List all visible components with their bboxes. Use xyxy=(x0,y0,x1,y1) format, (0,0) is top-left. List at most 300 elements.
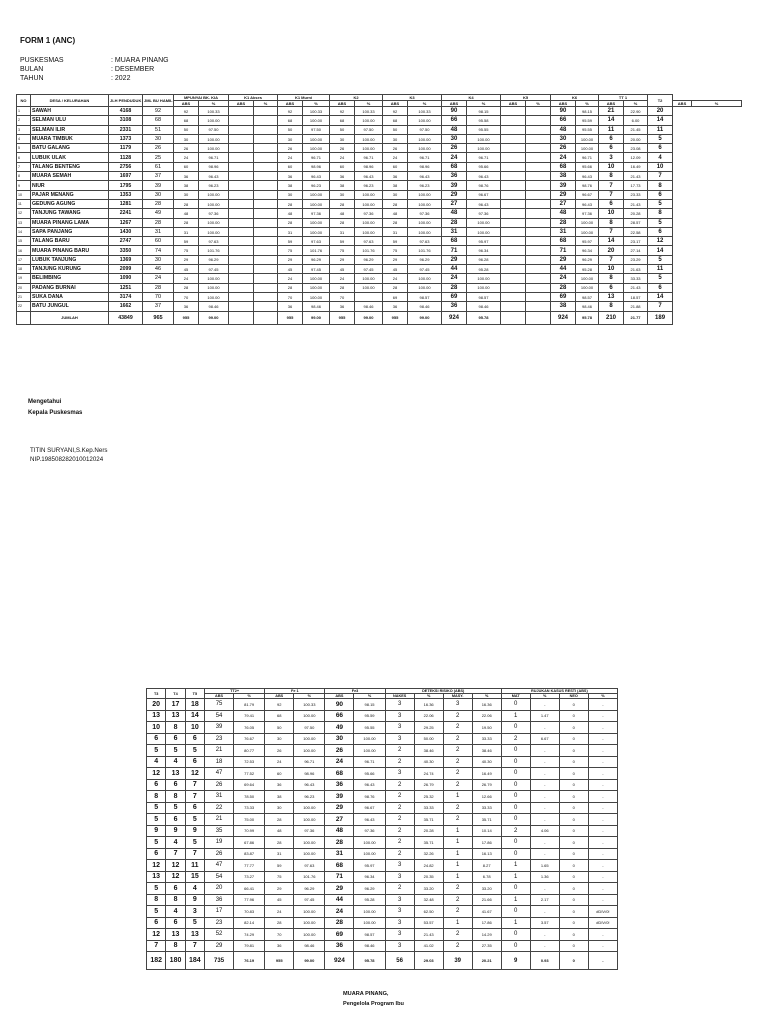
col-tt2: TT2+ xyxy=(205,689,265,694)
col-fe1: Fe 1 xyxy=(265,689,325,694)
table-cell: 27.35 xyxy=(472,940,501,952)
village-name: SELMAN ULU xyxy=(31,116,109,125)
t2-cell: 10 xyxy=(648,162,673,171)
table-cell: 43849 xyxy=(109,311,143,324)
village-name: TALANG BARU xyxy=(31,237,109,246)
table-cell: 12.09 xyxy=(624,153,648,162)
table-cell xyxy=(526,283,551,292)
table-cell: 96.71 xyxy=(294,756,325,768)
table-cell: 0 xyxy=(501,779,530,791)
population-cell: 3108 xyxy=(109,116,143,125)
col-abs: ABS xyxy=(205,694,234,699)
table-cell: 1 xyxy=(443,825,472,837)
table-cell: 90 xyxy=(442,107,467,116)
table-cell: 0 xyxy=(501,745,530,757)
table-cell: 6 xyxy=(599,134,624,143)
village-name: MUARA PINANG LAMA xyxy=(31,218,109,227)
table-cell: 99.00 xyxy=(408,311,442,324)
table-cell: 100.00 xyxy=(408,134,442,143)
table-cell: 30 xyxy=(278,190,303,199)
table-cell: - xyxy=(530,756,559,768)
table-cell: 96.71 xyxy=(467,153,501,162)
table-cell: - xyxy=(588,825,617,837)
table-cell: 100.00 xyxy=(199,227,229,236)
table-cell: 95.59 xyxy=(354,710,385,722)
t2-cell: 14 xyxy=(648,246,673,255)
table-cell: 21 xyxy=(205,745,234,757)
table-cell xyxy=(254,125,278,134)
table-cell: 70.83 xyxy=(234,906,265,918)
table-cell: 6 xyxy=(599,283,624,292)
table-cell: 12 xyxy=(147,860,166,872)
table-cell: 0 xyxy=(559,837,588,849)
table-cell: 26 xyxy=(383,144,408,153)
table-cell: 71 xyxy=(551,246,576,255)
table-cell: 100.00 xyxy=(408,274,442,283)
table-cell: 68 xyxy=(551,237,576,246)
table-cell: 100.00 xyxy=(303,134,330,143)
table-cell: 9 xyxy=(501,952,530,970)
table-cell: 21.43 xyxy=(624,283,648,292)
table-cell: 45 xyxy=(174,265,199,274)
signature-block-program xyxy=(343,989,404,1009)
t2-cell: 5 xyxy=(648,134,673,143)
info-key: BULAN xyxy=(20,66,44,73)
table-cell: 3 xyxy=(385,940,414,952)
table-row xyxy=(147,768,618,780)
table-cell: 97.63 xyxy=(408,237,442,246)
table-cell: - xyxy=(530,722,559,734)
table-cell: 95.55 xyxy=(467,125,501,134)
table-cell: 6 xyxy=(185,802,204,814)
table-cell: 100.00 xyxy=(408,283,442,292)
table-cell: 1 xyxy=(501,917,530,929)
table-row xyxy=(17,107,742,116)
table-cell: 35 xyxy=(205,825,234,837)
col-abs: ABS xyxy=(501,101,526,107)
table-cell: 30 xyxy=(265,733,294,745)
col-abs: ABS xyxy=(383,101,408,107)
col-t4: T4 xyxy=(166,689,185,699)
table-cell: 30 xyxy=(325,733,354,745)
table-cell: 54 xyxy=(205,710,234,722)
table-cell: 97.36 xyxy=(303,209,330,218)
table-cell: 22.58 xyxy=(624,227,648,236)
table-cell: 36 xyxy=(278,172,303,181)
table-cell: 5 xyxy=(185,745,204,757)
table-cell: 92 xyxy=(278,107,303,116)
t2-cell: 6 xyxy=(648,144,673,153)
table-cell: 26 xyxy=(325,745,354,757)
table-cell: 98.46 xyxy=(294,940,325,952)
table-cell: 28 xyxy=(383,283,408,292)
table-cell xyxy=(501,209,526,218)
table-cell xyxy=(254,283,278,292)
pregnant-count-cell: 26 xyxy=(143,144,174,153)
table-cell: 44 xyxy=(442,265,467,274)
table-cell: 97.45 xyxy=(294,894,325,906)
sig-line1: Mengetahui xyxy=(28,399,62,405)
table-cell: 74.29 xyxy=(234,929,265,941)
header-info xyxy=(20,56,169,83)
table-cell: 68 xyxy=(265,710,294,722)
table-cell: 3 xyxy=(185,906,204,918)
population-cell: 3174 xyxy=(109,292,143,301)
table-cell: 75.00 xyxy=(234,814,265,826)
table-cell: 955 xyxy=(265,952,294,970)
table-cell xyxy=(526,255,551,264)
table-cell: 41.67 xyxy=(472,906,501,918)
table-row xyxy=(147,848,618,860)
table-cell xyxy=(526,292,551,301)
table-cell: - xyxy=(530,791,559,803)
table-cell xyxy=(229,162,254,171)
table-cell xyxy=(229,190,254,199)
col-no: NO xyxy=(17,95,31,107)
table-cell: 2 xyxy=(443,768,472,780)
anc-table-2 xyxy=(146,688,618,970)
table-row xyxy=(147,733,618,745)
table-cell: 0 xyxy=(501,814,530,826)
table-cell: 98.46 xyxy=(199,302,229,311)
table-cell xyxy=(501,190,526,199)
population-cell: 2331 xyxy=(109,125,143,134)
table-cell: 17 xyxy=(166,699,185,711)
table-cell: 21.45 xyxy=(624,125,648,134)
table-cell: 29 xyxy=(551,190,576,199)
table-cell: 70.99 xyxy=(234,825,265,837)
row-number: 17 xyxy=(17,255,31,264)
col-pct: % xyxy=(294,694,325,699)
row-number: 22 xyxy=(17,302,31,311)
table-cell: 24 xyxy=(278,274,303,283)
table-cell: 50 xyxy=(174,125,199,134)
table-cell: 66 xyxy=(551,116,576,125)
table-cell: 44 xyxy=(551,265,576,274)
table-cell: 100.33 xyxy=(303,107,330,116)
table-cell: 68 xyxy=(442,162,467,171)
table-cell xyxy=(526,227,551,236)
row-number: 6 xyxy=(17,153,31,162)
table-cell: 100.00 xyxy=(199,199,229,208)
table-cell: - xyxy=(588,837,617,849)
table-cell: 100.00 xyxy=(408,144,442,153)
table-cell: 27 xyxy=(551,199,576,208)
table-cell: 6 xyxy=(166,917,185,929)
table-cell: 69 xyxy=(442,292,467,301)
table-cell: 96.34 xyxy=(576,246,599,255)
table-cell: 97.36 xyxy=(408,209,442,218)
table-row xyxy=(17,302,742,311)
table-cell: 96.71 xyxy=(354,756,385,768)
table-cell: 99.00 xyxy=(294,952,325,970)
table-cell: 32.26 xyxy=(414,848,443,860)
table-cell xyxy=(501,227,526,236)
t2-cell: 7 xyxy=(648,302,673,311)
table-cell: 5 xyxy=(166,745,185,757)
table-row xyxy=(17,116,742,125)
table-cell: 100.00 xyxy=(355,274,383,283)
table-cell: 100.00 xyxy=(355,227,383,236)
table-cell: #DIV/0! xyxy=(588,917,617,929)
table-cell: 99.00 xyxy=(199,311,229,324)
table-cell: - xyxy=(530,699,559,711)
table-cell: 62.50 xyxy=(414,906,443,918)
pregnant-count-cell: 92 xyxy=(143,107,174,116)
table-cell: - xyxy=(588,710,617,722)
village-name: SAWAH xyxy=(31,107,109,116)
table-cell: 0 xyxy=(559,699,588,711)
table-cell: 59 xyxy=(265,860,294,872)
table-cell: 36 xyxy=(383,302,408,311)
table-cell: 30 xyxy=(174,134,199,143)
table-cell: 2 xyxy=(385,883,414,895)
village-name: BATU JUNGUL xyxy=(31,302,109,311)
table-cell: 97.50 xyxy=(199,125,229,134)
table-cell: 7 xyxy=(599,190,624,199)
table-cell xyxy=(501,265,526,274)
table-cell: 100.00 xyxy=(303,116,330,125)
table-cell: 100.00 xyxy=(408,190,442,199)
table-cell: 17.86 xyxy=(472,837,501,849)
table-cell: 100.00 xyxy=(303,144,330,153)
table-cell xyxy=(526,246,551,255)
table-cell: 29.25 xyxy=(414,722,443,734)
table-cell xyxy=(229,125,254,134)
table-cell: 100.00 xyxy=(576,134,599,143)
table-cell: 955 xyxy=(278,311,303,324)
table-cell: 100.33 xyxy=(355,107,383,116)
table-cell: 100.00 xyxy=(303,199,330,208)
info-value: : DESEMBER xyxy=(111,66,155,73)
table-cell: 54 xyxy=(205,871,234,883)
table-cell: 47 xyxy=(205,860,234,872)
table-cell xyxy=(501,116,526,125)
table-cell: 26.79 xyxy=(414,779,443,791)
table-cell: 70 xyxy=(174,292,199,301)
table-cell: 95.97 xyxy=(354,860,385,872)
pregnant-count-cell: 51 xyxy=(143,125,174,134)
village-name: BATU GALANG xyxy=(31,144,109,153)
t2-cell: 5 xyxy=(648,218,673,227)
table-cell: 31 xyxy=(442,227,467,236)
table-cell: 20.35 xyxy=(414,871,443,883)
col-pct: % xyxy=(414,694,443,699)
table-cell xyxy=(526,199,551,208)
form-title: FORM 1 (ANC) xyxy=(20,36,76,45)
table-cell: 8 xyxy=(166,894,185,906)
table-cell: 69 xyxy=(325,929,354,941)
table-cell: 5 xyxy=(185,814,204,826)
table-cell: 6 xyxy=(166,883,185,895)
table-cell xyxy=(229,153,254,162)
table-cell: - xyxy=(530,814,559,826)
table-cell: 96.43 xyxy=(199,172,229,181)
table-cell: 95.97 xyxy=(576,237,599,246)
table-cell: 6 xyxy=(166,779,185,791)
table-cell xyxy=(526,218,551,227)
table-cell: - xyxy=(530,940,559,952)
table-cell: 96.71 xyxy=(355,153,383,162)
col-k5: K5 xyxy=(501,95,551,101)
table-cell xyxy=(254,107,278,116)
table-cell: 100.00 xyxy=(354,906,385,918)
table-cell: 97.63 xyxy=(355,237,383,246)
table-cell: 2 xyxy=(443,745,472,757)
table-row xyxy=(147,860,618,872)
table-cell xyxy=(254,265,278,274)
col-k6: K6 xyxy=(551,95,599,101)
table-cell: 5 xyxy=(185,917,204,929)
table-cell: 0 xyxy=(501,929,530,941)
table-cell: - xyxy=(588,848,617,860)
table-cell: 29 xyxy=(325,883,354,895)
table-cell: 13 xyxy=(166,929,185,941)
col-rujukan: RUJUKAN KASUS RESTI (ABS) xyxy=(501,689,617,694)
table-cell: 21.77 xyxy=(624,311,648,324)
table-cell: 24 xyxy=(551,274,576,283)
table-cell: 11 xyxy=(185,860,204,872)
table-cell: 36 xyxy=(205,894,234,906)
table-cell: 96.67 xyxy=(354,802,385,814)
table-cell: 924 xyxy=(325,952,354,970)
table-cell: 22.06 xyxy=(414,710,443,722)
table-cell xyxy=(501,107,526,116)
table-cell: 47 xyxy=(205,768,234,780)
table-cell: 95.28 xyxy=(467,265,501,274)
population-cell: 1662 xyxy=(109,302,143,311)
table-cell: 97.45 xyxy=(355,265,383,274)
col-penduduk: JLH PENDUDUK xyxy=(109,95,143,107)
row-number: 14 xyxy=(17,227,31,236)
table-cell: 95.28 xyxy=(354,894,385,906)
table-cell: 45 xyxy=(265,894,294,906)
row-number: 10 xyxy=(17,190,31,199)
table-cell: 69 xyxy=(551,292,576,301)
total-label: JUMLAH xyxy=(31,311,109,324)
table-cell: 67.86 xyxy=(234,837,265,849)
table-cell: 29 xyxy=(174,255,199,264)
table-cell: 77.52 xyxy=(234,768,265,780)
table-cell: 3 xyxy=(385,699,414,711)
table-cell: #DIV/0! xyxy=(588,906,617,918)
table-cell: 0 xyxy=(559,745,588,757)
sig-role: Pengelola Program Ibu xyxy=(343,1001,404,1007)
table-cell: 15 xyxy=(185,871,204,883)
table-cell: 28 xyxy=(330,218,355,227)
table-cell: 21.43 xyxy=(624,199,648,208)
table-cell: 955 xyxy=(383,311,408,324)
table-cell: 2 xyxy=(385,848,414,860)
col-fe3: Fe3 xyxy=(325,689,385,694)
table-cell: 0 xyxy=(501,906,530,918)
table-row xyxy=(17,283,742,292)
table-cell xyxy=(229,227,254,236)
table-cell: 92 xyxy=(330,107,355,116)
col-nakes: NAKES xyxy=(385,694,414,699)
table-cell: 31 xyxy=(205,791,234,803)
table-cell: 96.29 xyxy=(355,255,383,264)
village-name: SAPA PANJANG xyxy=(31,227,109,236)
table-cell: 39 xyxy=(551,181,576,190)
table-cell: 100.00 xyxy=(354,837,385,849)
table-cell xyxy=(254,172,278,181)
table-cell: 60 xyxy=(330,162,355,171)
table-cell: 28 xyxy=(325,837,354,849)
table-cell: 100.00 xyxy=(294,906,325,918)
col-k3: K3 xyxy=(383,95,442,101)
table-cell: 5 xyxy=(166,802,185,814)
t2-cell: 11 xyxy=(648,125,673,134)
table-cell xyxy=(229,134,254,143)
table-cell: 2 xyxy=(385,802,414,814)
table-cell xyxy=(254,218,278,227)
table-cell: 38.46 xyxy=(472,745,501,757)
table-cell: 8 xyxy=(147,894,166,906)
table-cell: 21.43 xyxy=(414,929,443,941)
table-cell xyxy=(526,274,551,283)
table-cell: 11 xyxy=(599,125,624,134)
population-cell: 1353 xyxy=(109,190,143,199)
pregnant-count-cell: 60 xyxy=(143,237,174,246)
table-cell: 36 xyxy=(330,172,355,181)
table-cell: 96.29 xyxy=(354,883,385,895)
t2-cell: 11 xyxy=(648,265,673,274)
table-cell: 92 xyxy=(174,107,199,116)
table-cell: 68 xyxy=(330,116,355,125)
table-cell: 100.00 xyxy=(303,227,330,236)
table-cell: 59 xyxy=(278,237,303,246)
table-cell xyxy=(254,292,278,301)
table-cell: - xyxy=(530,779,559,791)
table-cell: 100.00 xyxy=(294,848,325,860)
table-cell xyxy=(229,218,254,227)
table-cell: 100.00 xyxy=(467,218,501,227)
table-cell xyxy=(526,209,551,218)
table-cell: 8 xyxy=(599,218,624,227)
table-cell: 98.76 xyxy=(467,181,501,190)
table-cell: 0 xyxy=(559,894,588,906)
table-cell: 29 xyxy=(383,255,408,264)
row-number: 21 xyxy=(17,292,31,301)
table-cell: 6 xyxy=(185,733,204,745)
table-cell: 38 xyxy=(278,181,303,190)
table-cell: 98.96 xyxy=(303,162,330,171)
row-number: 1 xyxy=(17,107,31,116)
col-deteksi: DETEKSI RISIKO (ABS) xyxy=(385,689,501,694)
table-cell: 59 xyxy=(383,237,408,246)
table-cell: 2 xyxy=(443,779,472,791)
table-cell: 10 xyxy=(599,162,624,171)
table-cell: 68 xyxy=(325,768,354,780)
table-cell: 33.20 xyxy=(472,883,501,895)
table-cell: 28 xyxy=(265,814,294,826)
table-cell: 92 xyxy=(383,107,408,116)
table-cell: 40.30 xyxy=(414,756,443,768)
population-cell: 2241 xyxy=(109,209,143,218)
table-cell: 95.55 xyxy=(576,125,599,134)
table-cell: 100.00 xyxy=(294,917,325,929)
t2-cell: 4 xyxy=(648,153,673,162)
table-cell: 18.57 xyxy=(624,292,648,301)
table-cell: 28 xyxy=(174,199,199,208)
table-cell: 5 xyxy=(147,802,166,814)
col-bumil: JML BU HAMIL xyxy=(143,95,174,107)
table-cell: 82.14 xyxy=(234,917,265,929)
anc-table xyxy=(16,94,742,325)
table-cell xyxy=(254,246,278,255)
table-cell xyxy=(526,125,551,134)
